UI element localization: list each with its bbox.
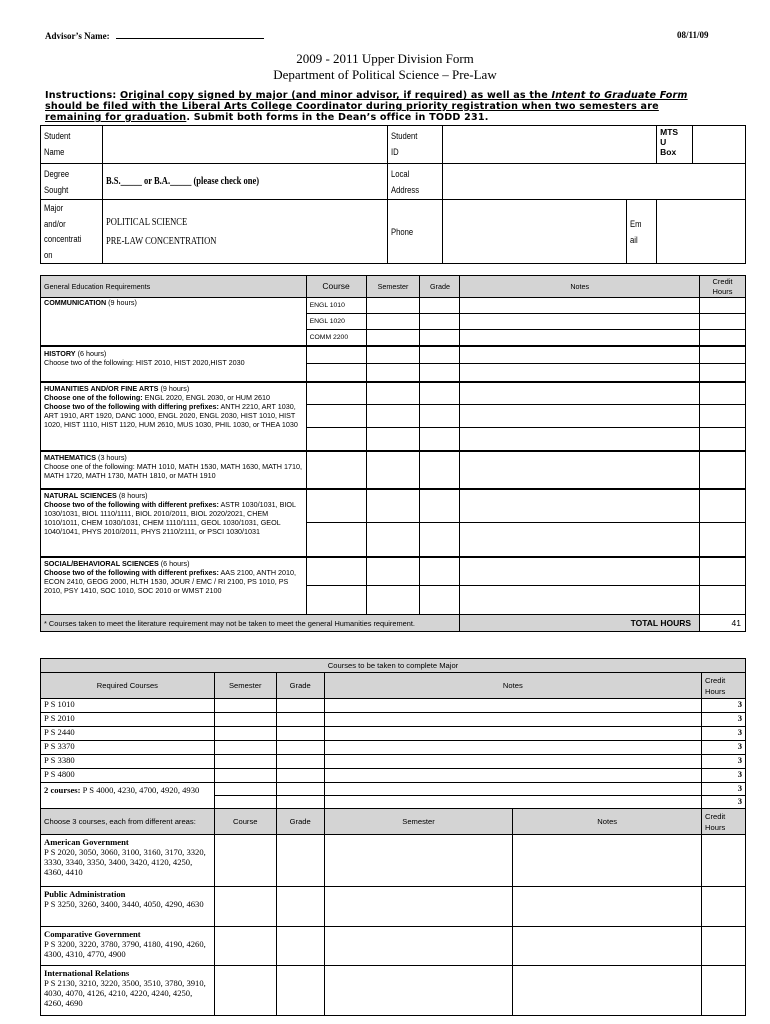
grade-cell[interactable]	[276, 966, 324, 1016]
notes-cell[interactable]	[513, 966, 702, 1016]
credit-hours: 3	[702, 699, 746, 713]
grade-cell[interactable]	[420, 330, 460, 346]
required-course: P S 2010	[41, 713, 215, 727]
degree-label: Degree Sought	[41, 164, 103, 200]
phone-label: Phone	[387, 200, 442, 264]
table-row	[41, 713, 746, 727]
grade-cell[interactable]	[276, 927, 324, 966]
semester-cell[interactable]	[214, 713, 276, 727]
credit-cell[interactable]	[700, 330, 746, 346]
course-cell[interactable]	[214, 887, 276, 927]
semester-cell[interactable]	[366, 405, 420, 428]
table-row	[41, 346, 746, 364]
local-address-label: Local Address	[387, 164, 442, 200]
credit-hours: 3	[702, 727, 746, 741]
notes-cell[interactable]	[513, 835, 702, 887]
semester-cell[interactable]	[366, 586, 420, 615]
student-id-label: Student ID	[387, 126, 442, 164]
notes-cell[interactable]	[460, 586, 700, 615]
required-course: P S 3370	[41, 741, 215, 755]
semester-cell[interactable]	[366, 298, 420, 314]
semester-cell[interactable]	[366, 428, 420, 451]
notes-cell[interactable]	[324, 796, 701, 809]
table-row	[41, 699, 746, 713]
notes-cell[interactable]	[460, 405, 700, 428]
table-row	[41, 489, 746, 523]
instructions-part1: Original copy signed by major (and minor advisor, if required) as well as the	[119, 90, 552, 101]
course-cell: ENGL 1010	[306, 298, 366, 314]
required-course: P S 4800	[41, 769, 215, 783]
credit-cell[interactable]	[702, 835, 746, 887]
grade-cell[interactable]	[276, 699, 324, 713]
course-cell[interactable]	[214, 927, 276, 966]
grade-cell[interactable]	[276, 783, 324, 796]
credit-hours: 3	[702, 741, 746, 755]
notes-cell[interactable]	[324, 769, 701, 783]
course-cell[interactable]	[214, 966, 276, 1016]
table-row	[41, 835, 746, 887]
credit-hours: 3	[702, 713, 746, 727]
grade-cell[interactable]	[276, 741, 324, 755]
advisor-name-field[interactable]	[45, 30, 264, 41]
literature-footnote: * Courses taken to meet the literature requirement may not be taken to meet the general Humanities requirement.	[41, 615, 460, 632]
semester-cell[interactable]	[366, 346, 420, 364]
semester-cell[interactable]	[324, 966, 513, 1016]
major-value: POLITICAL SCIENCE PRE-LAW CONCENTRATION	[102, 200, 387, 264]
grade-cell[interactable]	[276, 755, 324, 769]
course-cell: COMM 2200	[306, 330, 366, 346]
student-name-label: Student Name	[41, 126, 103, 164]
table-row	[41, 769, 746, 783]
credit-cell[interactable]	[700, 557, 746, 586]
semester-cell[interactable]	[214, 699, 276, 713]
area-international-relations: International Relations P S 2130, 3210, 3220, 3500, 3510, 3780, 3910, 4030, 4070, 4126, 4210, 4220, 4240, 4250, 4260, 4690	[41, 966, 215, 1016]
notes-cell[interactable]	[324, 727, 701, 741]
semester-cell[interactable]	[324, 927, 513, 966]
credit-cell[interactable]	[702, 966, 746, 1016]
notes-cell[interactable]	[324, 699, 701, 713]
table-row	[41, 927, 746, 966]
semester-cell[interactable]	[366, 523, 420, 557]
gen-ed-table	[40, 275, 746, 632]
total-hours-value: 41	[700, 615, 746, 632]
table-row	[41, 451, 746, 489]
instructions-part2: should be filed with the Liberal Arts College Coordinator during priority registration when two semesters are remaining for graduation	[45, 101, 659, 123]
gen-ed-header-notes: Notes	[460, 276, 700, 298]
email-field[interactable]	[657, 200, 746, 264]
semester-cell[interactable]	[214, 727, 276, 741]
semester-cell[interactable]	[366, 451, 420, 489]
semester-cell[interactable]	[214, 755, 276, 769]
semester-cell[interactable]	[214, 741, 276, 755]
table-row	[41, 783, 746, 796]
gen-ed-header-grade: Grade	[420, 276, 460, 298]
phone-field[interactable]	[442, 200, 627, 264]
table-row	[41, 966, 746, 1016]
credit-hours: 3	[702, 783, 746, 796]
grade-cell[interactable]	[276, 769, 324, 783]
natural-sciences-req: NATURAL SCIENCES (8 hours) Choose two of the following with different prefixes: ASTR 1030/1031, BIOL 1030/1031, BIOL 1110/1111, BIOL 2010/2011, BIOL 2020/2021, CHEM 1010/1011, CHEM 1030/1031, CHEM 1110/1111, GEOL 1030/1031, GEOL 1040/1041, PHYS 2010/2011, PHYS 2110/2111, or PSCI 1030/1031	[41, 489, 307, 557]
notes-cell[interactable]	[460, 557, 700, 586]
notes-cell[interactable]	[324, 713, 701, 727]
notes-cell[interactable]	[460, 364, 700, 382]
grade-cell[interactable]	[420, 586, 460, 615]
instructions	[45, 90, 705, 123]
credit-cell[interactable]	[700, 489, 746, 523]
notes-cell[interactable]	[460, 314, 700, 330]
credit-cell[interactable]	[700, 346, 746, 364]
grade-cell[interactable]	[276, 887, 324, 927]
notes-cell[interactable]	[460, 451, 700, 489]
gen-ed-header-requirements: General Education Requirements	[41, 276, 307, 298]
notes-cell[interactable]	[324, 741, 701, 755]
major-table	[40, 658, 746, 1016]
choose-header-grade: Grade	[276, 809, 324, 835]
area-comparative-government: Comparative Government P S 3200, 3220, 3780, 3790, 4180, 4190, 4260, 4300, 4310, 4770, 4900	[41, 927, 215, 966]
table-row	[41, 382, 746, 405]
grade-cell[interactable]	[420, 557, 460, 586]
course-cell[interactable]	[306, 364, 366, 382]
course-cell[interactable]	[306, 405, 366, 428]
mtsu-box-field[interactable]	[693, 126, 746, 164]
two-courses-req: 2 courses: P S 4000, 4230, 4700, 4920, 4930	[41, 783, 215, 809]
course-cell[interactable]	[306, 346, 366, 364]
notes-cell[interactable]	[460, 298, 700, 314]
credit-hours: 3	[702, 796, 746, 809]
grade-cell[interactable]	[420, 382, 460, 405]
table-row	[41, 887, 746, 927]
social-sciences-req: SOCIAL/BEHAVIORAL SCIENCES (6 hours) Choose two of the following with different prefixes: AAS 2100, ANTH 2010, ECON 2410, GEOG 2000, HLTH 1530, JOUR / EMC / RI 2100, PS 1010, PS 2010, PSY 1410, SOC 1010, SOC 2010 or WMST 2100	[41, 557, 307, 615]
semester-cell[interactable]	[366, 557, 420, 586]
course-cell[interactable]	[306, 557, 366, 586]
credit-cell[interactable]	[702, 927, 746, 966]
semester-cell[interactable]	[366, 314, 420, 330]
degree-sought-field[interactable]: B.S._____ or B.A._____ (please check one)	[102, 164, 387, 200]
credit-cell[interactable]	[700, 405, 746, 428]
course-cell[interactable]	[306, 382, 366, 405]
form-title: 2009 - 2011 Upper Division Form	[296, 51, 474, 66]
grade-cell[interactable]	[276, 727, 324, 741]
credit-cell[interactable]	[700, 428, 746, 451]
grade-cell[interactable]	[420, 523, 460, 557]
email-label: Em ail	[627, 200, 657, 264]
area-american-government: American Government P S 2020, 3050, 3060, 3100, 3160, 3170, 3320, 3330, 3340, 3350, 3400, 3420, 4120, 4250, 4360, 4410	[41, 835, 215, 887]
table-row	[41, 755, 746, 769]
choose-header-semester: Semester	[324, 809, 513, 835]
area-public-administration: Public Administration P S 3250, 3260, 3400, 3440, 4050, 4290, 4630	[41, 887, 215, 927]
grade-cell[interactable]	[420, 489, 460, 523]
student-id-field[interactable]	[442, 126, 656, 164]
course-cell[interactable]	[306, 428, 366, 451]
credit-cell[interactable]	[700, 586, 746, 615]
semester-cell[interactable]	[366, 330, 420, 346]
course-cell[interactable]	[214, 835, 276, 887]
semester-cell[interactable]	[214, 769, 276, 783]
student-name-field[interactable]	[102, 126, 387, 164]
choose-header-credit: Credit Hours	[702, 809, 746, 835]
major-label: Major and/or concentrati on	[41, 200, 103, 264]
notes-cell[interactable]	[460, 428, 700, 451]
semester-cell[interactable]	[214, 783, 276, 796]
major-header-required: Required Courses	[41, 673, 215, 699]
intent-form-name: Intent to Graduate Form	[551, 90, 688, 101]
credit-hours: 3	[702, 769, 746, 783]
course-cell[interactable]	[306, 523, 366, 557]
grade-cell[interactable]	[420, 451, 460, 489]
grade-cell[interactable]	[276, 796, 324, 809]
credit-cell[interactable]	[700, 382, 746, 405]
grade-cell[interactable]	[276, 713, 324, 727]
grade-cell[interactable]	[420, 298, 460, 314]
choose-header-notes: Notes	[513, 809, 702, 835]
credit-cell[interactable]	[700, 523, 746, 557]
local-address-field[interactable]	[442, 164, 745, 200]
gen-ed-header-semester: Semester	[366, 276, 420, 298]
communication-req: COMMUNICATION (9 hours)	[41, 298, 307, 346]
table-row	[41, 741, 746, 755]
course-cell[interactable]	[306, 586, 366, 615]
course-cell[interactable]	[306, 489, 366, 523]
grade-cell[interactable]	[420, 314, 460, 330]
major-header-semester: Semester	[214, 673, 276, 699]
semester-cell[interactable]	[324, 887, 513, 927]
grade-cell[interactable]	[420, 364, 460, 382]
notes-cell[interactable]	[513, 927, 702, 966]
table-row	[41, 557, 746, 586]
choose-header-course: Course	[214, 809, 276, 835]
gen-ed-header-course: Course	[306, 276, 366, 298]
grade-cell[interactable]	[420, 428, 460, 451]
instructions-label: Instructions:	[45, 90, 117, 101]
major-header-grade: Grade	[276, 673, 324, 699]
notes-cell[interactable]	[460, 523, 700, 557]
semester-cell[interactable]	[366, 382, 420, 405]
required-course: P S 3380	[41, 755, 215, 769]
form-date: 08/11/09	[677, 30, 709, 40]
notes-cell[interactable]	[324, 755, 701, 769]
notes-cell[interactable]	[460, 346, 700, 364]
history-req: HISTORY (6 hours) Choose two of the following: HIST 2010, HIST 2020,HIST 2030	[41, 346, 307, 382]
major-header-credit: Credit Hours	[702, 673, 746, 699]
semester-cell[interactable]	[366, 364, 420, 382]
grade-cell[interactable]	[420, 405, 460, 428]
notes-cell[interactable]	[324, 783, 701, 796]
major-section-title: Courses to be taken to complete Major	[41, 659, 746, 673]
student-info-table	[40, 125, 746, 264]
grade-cell[interactable]	[276, 835, 324, 887]
math-req: MATHEMATICS (3 hours) Choose one of the following: MATH 1010, MATH 1530, MATH 1630, MATH 1710, MATH 1720, MATH 1730, MATH 1810, or MATH 1910	[41, 451, 307, 489]
notes-cell[interactable]	[460, 382, 700, 405]
semester-cell[interactable]	[366, 489, 420, 523]
semester-cell[interactable]	[214, 796, 276, 809]
table-row	[41, 727, 746, 741]
grade-cell[interactable]	[420, 346, 460, 364]
course-cell: ENGL 1020	[306, 314, 366, 330]
credit-cell[interactable]	[700, 298, 746, 314]
required-course: P S 2440	[41, 727, 215, 741]
mtsu-box-label: MTS U Box	[657, 126, 693, 164]
notes-cell[interactable]	[513, 887, 702, 927]
major-header-notes: Notes	[324, 673, 701, 699]
gen-ed-header-credit: Credit Hours	[700, 276, 746, 298]
advisor-name-label: Advisor’s Name:	[45, 31, 110, 41]
course-cell[interactable]	[306, 451, 366, 489]
credit-hours: 3	[702, 755, 746, 769]
table-row	[41, 298, 746, 314]
notes-cell[interactable]	[460, 330, 700, 346]
humanities-req: HUMANITIES AND/OR FINE ARTS (9 hours) Choose one of the following: ENGL 2020, ENGL 2030, or HUM 2610 Choose two of the following with differing prefixes: ANTH 2210, ART 1030, ART 1910, ART 1920, DANC 1000, ENGL 2020, ENGL 2030, HIST 1010, HIST 1020, HIST 1110, HIST 1120, HUM 2610, MUS 1030, PHIL 1030, or THEA 1030	[41, 382, 307, 451]
credit-cell[interactable]	[700, 451, 746, 489]
instructions-part3: . Submit both forms in the Dean’s office in TODD 231.	[186, 112, 489, 123]
credit-cell[interactable]	[702, 887, 746, 927]
credit-cell[interactable]	[700, 314, 746, 330]
advisor-name-line[interactable]	[116, 30, 264, 39]
notes-cell[interactable]	[460, 489, 700, 523]
credit-cell[interactable]	[700, 364, 746, 382]
gen-ed-total-row	[41, 615, 746, 632]
total-hours-label: TOTAL HOURS	[460, 615, 700, 632]
choose-areas-header: Choose 3 courses, each from different areas:	[41, 809, 215, 835]
semester-cell[interactable]	[324, 835, 513, 887]
form-subtitle: Department of Political Science – Pre-Law	[273, 67, 497, 82]
required-course: P S 1010	[41, 699, 215, 713]
